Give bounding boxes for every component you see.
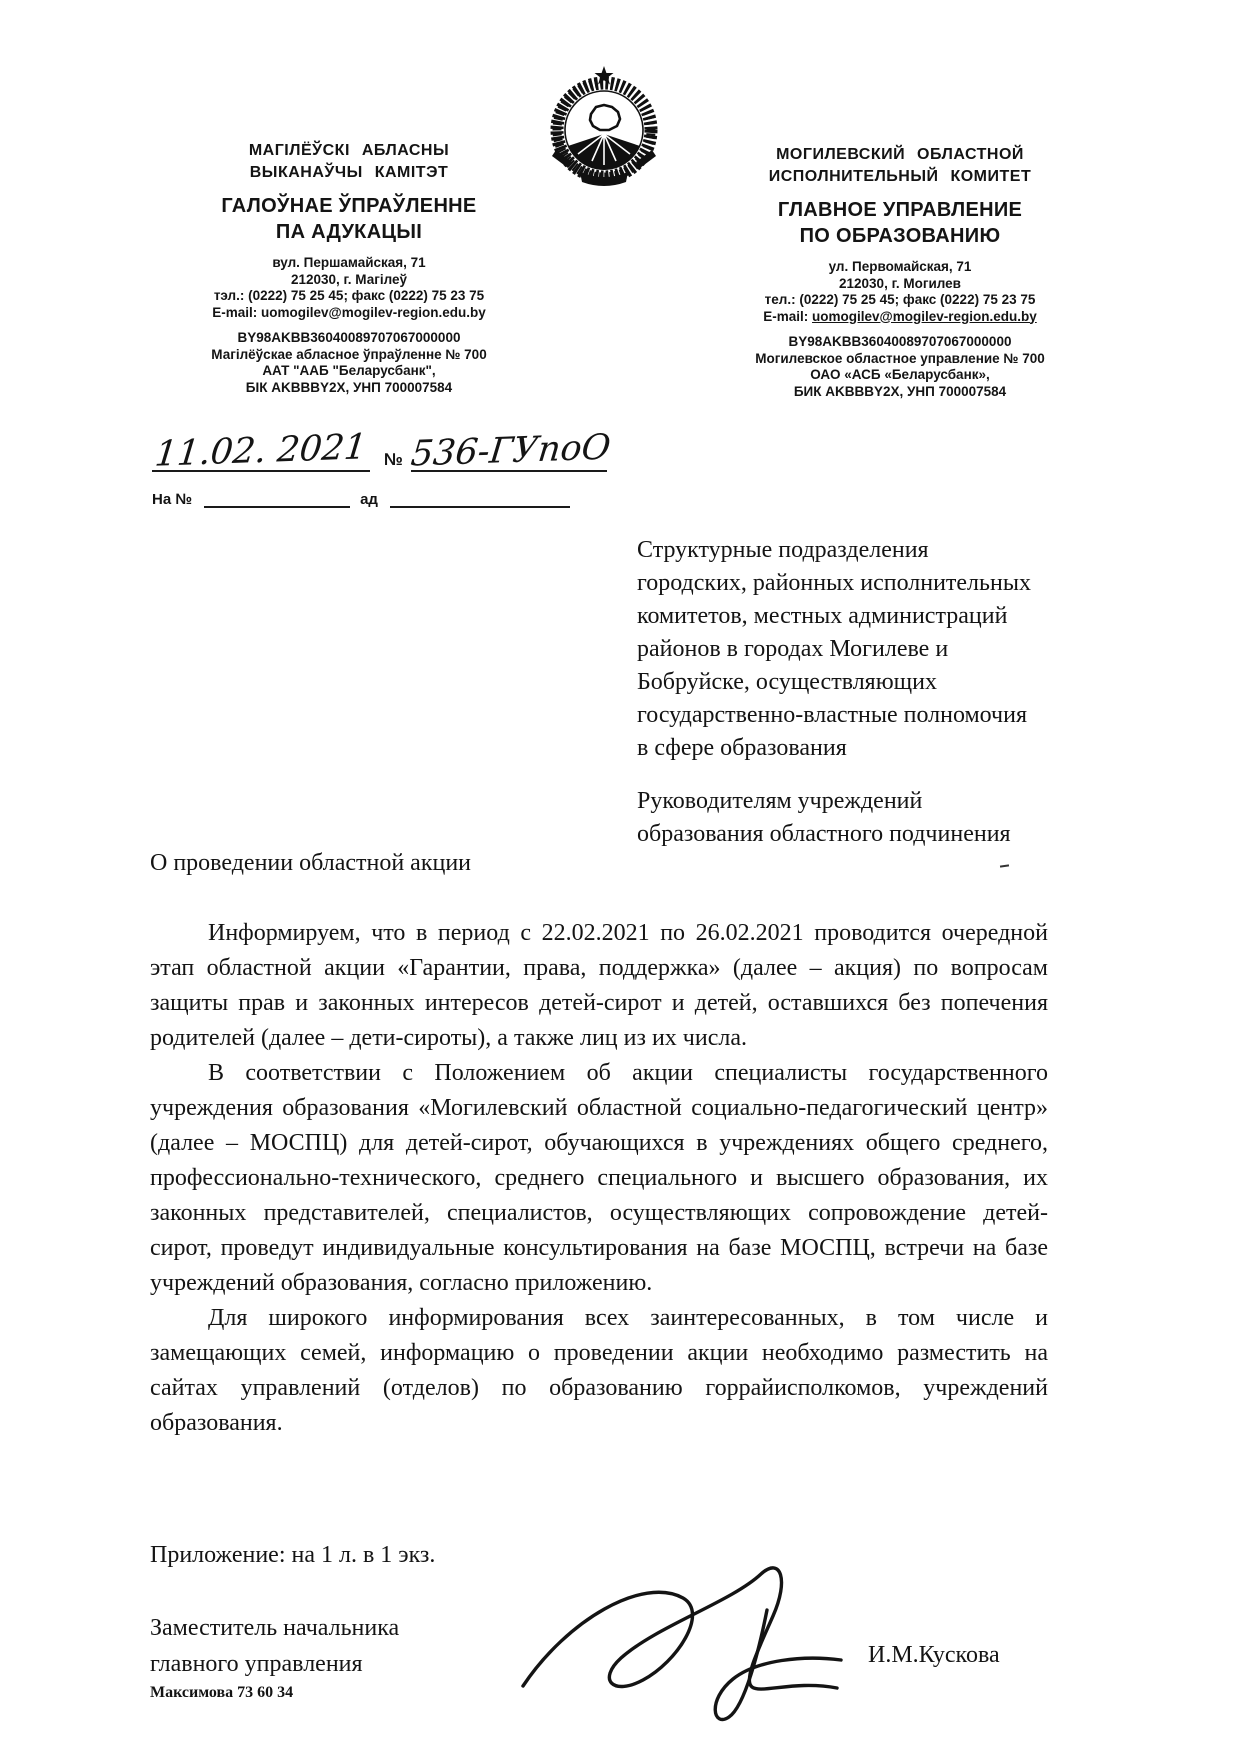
dept-name-line: ПО ОБРАЗОВАНИЮ	[799, 225, 1001, 247]
email-line: E-mail: uomogilev@mogilev-region.edu.by	[212, 304, 486, 320]
bank-codes-line: БІК AKBBBY2X, УНП 700007584	[245, 379, 453, 395]
org-name-line: ИСПОЛНИТЕЛЬНЫЙ КОМИТЕТ	[768, 168, 1032, 185]
bank-name-line: ОАО «АСБ «Беларусбанк»,	[810, 367, 990, 382]
bank-account-line: BY98AKBB36040089707067000000	[788, 334, 1012, 349]
address-line: тэл.: (0222) 75 25 45; факс (0222) 75 23 75	[213, 288, 485, 303]
handwritten-date: 11.02. 2021	[153, 427, 369, 475]
signature-icon	[505, 1558, 850, 1728]
org-name-line: МОГИЛЕВСКИЙ ОБЛАСТНОЙ	[776, 146, 1024, 163]
bank-branch-line: Магілёўскае абласное ўпраўленне № 700	[211, 346, 487, 362]
address-line: тел.: (0222) 75 25 45; факс (0222) 75 23 75	[764, 292, 1036, 307]
addressee-line: комитетов, местных администраций	[637, 603, 1008, 629]
addressee-line: городских, районных исполнительных	[637, 570, 1031, 596]
email-line	[680, 309, 1120, 326]
handwritten-number: 536-ГУпоО	[408, 427, 613, 475]
scan-artifact-dash	[1000, 864, 1009, 867]
address-line: 212030, г. Могилев	[839, 275, 961, 291]
letter-body	[150, 916, 1048, 1441]
addressee-line: в сфере образования	[637, 735, 847, 761]
dept-name-line: ПА АДУКАЦЫІ	[275, 221, 423, 243]
addressee-line: Бобруйске, осуществляющих	[637, 669, 937, 695]
coat-of-arms-belarus	[538, 62, 670, 188]
bank-codes-line: БИК AKBBBY2X, УНП 700007584	[793, 383, 1007, 399]
addressee-line: Руководителям учреждений	[637, 788, 923, 814]
address-line: вул. Першамайская, 71	[272, 255, 426, 270]
dept-name-line: ГЛАВНОЕ УПРАВЛЕНИЕ	[777, 199, 1023, 221]
addressee-line: образования областного подчинения	[637, 821, 1011, 847]
bank-account-line: BY98AKBB36040089707067000000	[237, 330, 461, 345]
email-link[interactable]: uomogilev@mogilev-region.edu.by	[812, 308, 1037, 324]
attachment-note: Приложение: на 1 л. в 1 экз.	[150, 1542, 436, 1568]
dept-name-line: ГАЛОЎНАЕ ЎПРАЎЛЕННЕ	[221, 195, 477, 217]
org-name-line: ВЫКАНАЎЧЫ КАМІТЭТ	[249, 164, 449, 181]
reply-ref-row	[152, 488, 580, 508]
na-number-label: На №	[152, 491, 193, 508]
reply-number-blank	[204, 488, 350, 508]
address-line: 212030, г. Магілеў	[290, 271, 408, 287]
coat-of-arms-icon	[538, 62, 670, 188]
date-underline	[152, 427, 370, 475]
body-paragraph: В соответствии с Положением об акции специалисты государственного учреждения образования «Могилевский областной социально-педагогический центр» (далее – МОСПЦ) для детей-сирот, обучающихся в учреждениях общего среднего, профессионально-технического, среднего специального и высшего образования, их законных представителей, специалистов, осуществляющих сопровождение детей-сирот, проведут индивидуальные консультирования на базе МОСПЦ, встречи на базе учреждений образования, согласно приложению.	[150, 1060, 1048, 1296]
addressee-block	[637, 534, 1122, 851]
letterhead-left	[150, 140, 548, 396]
subject-line: О проведении областной акции	[150, 850, 472, 876]
ref-number-row	[152, 424, 613, 475]
body-paragraph: Для широкого информирования всех заинтересованных, в том числе и замещающих семей, информацию о проведении акции необходимо разместить на сайтах управлений (отделов) по образованию горрайисполкомов, учреждений образования.	[150, 1305, 1048, 1436]
addressee-line: Структурные подразделения	[637, 537, 929, 563]
signer-name: И.М.Кускова	[868, 1642, 1000, 1668]
signer-title-line: Заместитель начальника	[150, 1615, 400, 1641]
body-paragraph: Информируем, что в период с 22.02.2021 по 26.02.2021 проводится очередной этап областной акции «Гарантии, права, поддержка» (далее – акция) по вопросам защиты прав и законных интересов детей-сирот и детей, оставшихся без попечения родителей (далее – дети-сироты), а также лиц из их числа.	[150, 920, 1048, 1051]
reply-date-blank	[390, 488, 570, 508]
letterhead-right	[680, 144, 1120, 400]
address-line: ул. Первомайская, 71	[828, 259, 972, 274]
ad-label: ад	[360, 491, 378, 508]
bank-branch-line: Могилевское областное управление № 700	[755, 350, 1045, 366]
org-name-line: МАГІЛЁЎСКІ АБЛАСНЫ	[248, 142, 450, 159]
number-sign-label: №	[384, 450, 403, 469]
addressee-line: государственно-властные полномочия	[637, 702, 1028, 728]
signer-title-line: главного управления	[150, 1651, 363, 1677]
email-label: E-mail:	[763, 308, 813, 324]
handwritten-signature	[505, 1558, 850, 1728]
executor-contact: Максимова 73 60 34	[150, 1684, 294, 1701]
bank-name-line: ААТ "ААБ "Беларусбанк",	[262, 363, 436, 378]
addressee-line: районов в городах Могилеве и	[637, 636, 949, 662]
signer-title	[150, 1610, 510, 1682]
number-underline	[408, 427, 613, 475]
